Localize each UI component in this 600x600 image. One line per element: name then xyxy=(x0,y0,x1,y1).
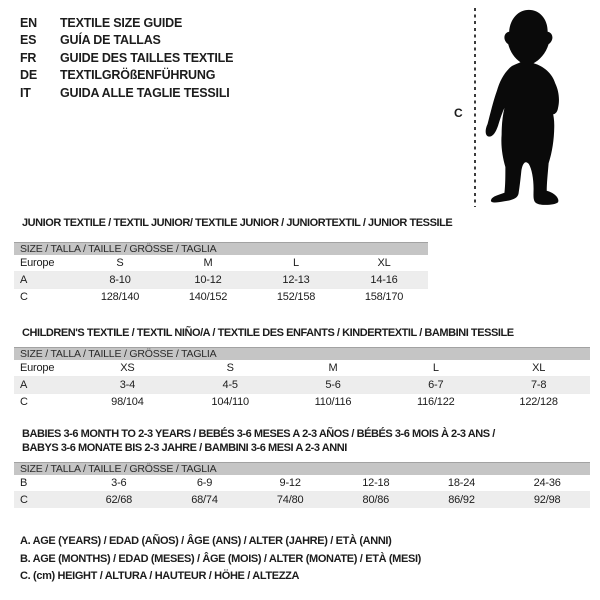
row-label: A xyxy=(20,274,28,286)
height-dotted-line xyxy=(474,8,476,207)
table-title-block xyxy=(14,216,453,230)
table-row xyxy=(14,475,590,492)
size-cell: 10-12 xyxy=(194,274,222,286)
language-code: EN xyxy=(20,16,37,30)
language-code: FR xyxy=(20,50,37,65)
row-label: A xyxy=(20,379,28,391)
language-row xyxy=(20,15,233,32)
size-cell: 92/98 xyxy=(533,494,561,506)
size-cell: 4-5 xyxy=(222,379,238,391)
children-size-table xyxy=(14,326,590,410)
language-code: ES xyxy=(20,33,37,48)
size-header-bar: SIZE / TALLA / TAILLE / GRÖSSE / TAGLIA xyxy=(14,462,590,475)
size-header-bar: SIZE / TALLA / TAILLE / GRÖSSE / TAGLIA xyxy=(14,242,428,255)
size-cell: 12-18 xyxy=(362,477,390,489)
size-cell: 140/152 xyxy=(188,291,228,303)
table-title-block xyxy=(14,326,590,340)
size-cell: 8-10 xyxy=(109,274,131,286)
language-list xyxy=(20,15,233,102)
size-cell: 86/92 xyxy=(448,494,475,506)
size-cell: 158/170 xyxy=(364,291,404,303)
language-title: TEXTILGRÖßENFÜHRUNG xyxy=(60,68,216,83)
table-row xyxy=(14,492,590,508)
table-title: JUNIOR TEXTILE / TEXTIL JUNIOR/ TEXTILE JUNIOR / JUNIORTEXTIL / JUNIOR TESSILE xyxy=(22,217,453,229)
size-cell: 80/86 xyxy=(362,494,390,506)
language-row xyxy=(20,50,233,67)
language-code: IT xyxy=(20,85,31,100)
size-cell: 3-6 xyxy=(111,477,127,489)
size-cell: 24-36 xyxy=(533,477,561,489)
junior-size-table xyxy=(14,216,453,305)
table-title: BABYS 3-6 MONATE BIS 2-3 JAHRE / BAMBINI 3-6 MESI A 2-3 ANNI xyxy=(22,442,347,454)
table-title: CHILDREN'S TEXTILE / TEXTIL NIÑO/A / TEXTILE DES ENFANTS / KINDERTEXTIL / BAMBINI TESSILE xyxy=(22,327,514,339)
size-cell: S xyxy=(226,362,234,374)
table-title-block xyxy=(14,427,590,455)
table-title: BABIES 3-6 MONTH TO 2-3 YEARS / BEBÉS 3-6 MESES A 2-3 AÑOS / BÉBÉS 3-6 MOIS À 2-3 ANS / xyxy=(22,428,495,440)
size-cell: 5-6 xyxy=(325,379,341,391)
table-row xyxy=(14,255,428,272)
table-row xyxy=(14,394,590,410)
language-row xyxy=(20,85,233,102)
footnote-line: A. AGE (YEARS) / EDAD (AÑOS) / ÂGE (ANS) / ALTER (JAHRE) / ETÀ (ANNI) xyxy=(20,535,392,547)
size-cell: 122/128 xyxy=(519,396,558,408)
size-cell: 6-9 xyxy=(196,477,213,489)
size-header-bar: SIZE / TALLA / TAILLE / GRÖSSE / TAGLIA xyxy=(14,347,590,360)
table-row xyxy=(14,272,428,289)
row-label: Europe xyxy=(20,257,55,269)
size-cell: 152/158 xyxy=(276,291,316,303)
size-cell: 110/116 xyxy=(314,396,352,408)
size-cell: L xyxy=(432,362,439,374)
size-cell: L xyxy=(293,257,299,269)
row-label: C xyxy=(20,396,28,408)
size-cell: 14-16 xyxy=(370,274,398,286)
legend-footnotes xyxy=(20,533,421,586)
size-cell: 62/68 xyxy=(105,494,133,506)
size-cell: XL xyxy=(532,362,546,374)
row-label: B xyxy=(20,477,28,489)
language-row xyxy=(20,32,233,49)
size-cell: 6-7 xyxy=(428,379,444,391)
footnote-line: C. (cm) HEIGHT / ALTURA / HAUTEUR / HÖHE / ALTEZZA xyxy=(20,570,300,583)
row-label: Europe xyxy=(20,362,55,374)
size-cell: 128/140 xyxy=(100,291,140,303)
language-title: TEXTILE SIZE GUIDE xyxy=(60,16,183,30)
language-title: GUÍA DE TALLAS xyxy=(60,33,161,48)
size-cell: S xyxy=(116,257,124,269)
size-cell: M xyxy=(328,362,338,374)
row-label: C xyxy=(20,494,28,506)
language-title: GUIDA ALLE TAGLIE TESSILI xyxy=(60,85,230,100)
size-cell: 12-13 xyxy=(282,274,310,286)
size-cell: 68/74 xyxy=(191,494,218,506)
size-cell: 7-8 xyxy=(530,379,547,391)
row-label: C xyxy=(20,291,28,303)
size-cell: 74/80 xyxy=(276,494,304,506)
size-cell: 9-12 xyxy=(279,477,301,489)
table-row xyxy=(14,360,590,377)
size-cell: 116/122 xyxy=(417,396,455,408)
height-measure-label: C xyxy=(454,106,463,120)
language-row xyxy=(20,67,233,84)
size-cell: 104/110 xyxy=(211,396,249,408)
footnote-line: B. AGE (MONTHS) / EDAD (MESES) / ÂGE (MOIS) / ALTER (MONATE) / ETÀ (MESI) xyxy=(20,552,421,565)
language-title: GUIDE DES TAILLES TEXTILE xyxy=(60,50,234,65)
size-cell: 98/104 xyxy=(111,396,144,408)
size-cell: XS xyxy=(120,362,135,374)
size-cell: 18-24 xyxy=(447,477,476,489)
size-cell: 3-4 xyxy=(119,379,136,391)
table-row xyxy=(14,289,428,305)
language-code: DE xyxy=(20,68,37,83)
babies-size-table xyxy=(14,427,590,508)
size-cell: M xyxy=(203,257,213,269)
size-cell: XL xyxy=(377,257,391,269)
table-row xyxy=(14,377,590,394)
baby-silhouette-icon xyxy=(480,7,574,207)
